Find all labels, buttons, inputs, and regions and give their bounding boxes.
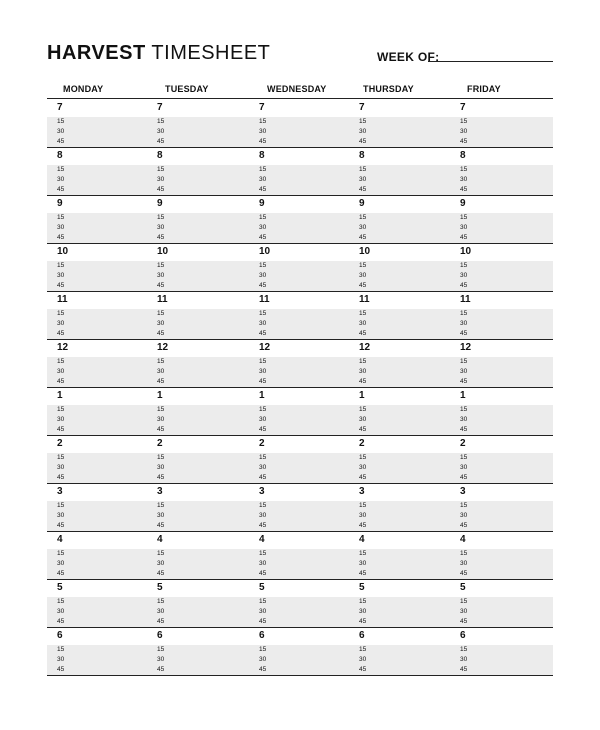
hour-label: 10 [157, 246, 169, 257]
quarter-label: 30 [157, 416, 165, 423]
quarter-label: 30 [259, 416, 267, 423]
quarter-label: 45 [460, 282, 468, 289]
quarter-label: 15 [57, 646, 65, 653]
quarter-label: 30 [460, 272, 468, 279]
quarter-label: 30 [460, 512, 468, 519]
hour-label: 1 [460, 390, 466, 401]
hour-row[interactable] [47, 531, 553, 550]
quarter-label: 30 [157, 560, 165, 567]
hour-row[interactable] [47, 579, 553, 598]
hour-label: 7 [157, 102, 163, 113]
quarter-label: 45 [157, 330, 165, 337]
hour-block [47, 387, 553, 435]
quarter-label: 45 [359, 618, 367, 625]
hour-label: 4 [359, 534, 365, 545]
quarter-label: 45 [57, 426, 65, 433]
quarter-label: 30 [359, 224, 367, 231]
quarter-label: 15 [259, 502, 267, 509]
quarter-label: 45 [460, 474, 468, 481]
quarter-label: 45 [157, 474, 165, 481]
quarter-label: 45 [57, 378, 65, 385]
quarter-label: 30 [460, 368, 468, 375]
quarter-label: 30 [259, 176, 267, 183]
hour-block [47, 339, 553, 387]
quarter-label: 15 [359, 406, 367, 413]
quarter-label: 15 [259, 310, 267, 317]
hour-label: 2 [359, 438, 365, 449]
quarter-label: 15 [259, 118, 267, 125]
hour-block [47, 531, 553, 579]
title-bold: HARVEST [47, 42, 146, 64]
quarter-label: 30 [157, 368, 165, 375]
quarter-label: 15 [157, 502, 165, 509]
hour-label: 10 [359, 246, 371, 257]
hour-block [47, 435, 553, 483]
quarter-label: 15 [359, 550, 367, 557]
hour-row[interactable] [47, 291, 553, 310]
hour-label: 2 [460, 438, 466, 449]
hour-row[interactable] [47, 339, 553, 358]
quarter-label: 45 [57, 282, 65, 289]
quarter-label: 30 [157, 128, 165, 135]
quarter-label: 15 [57, 550, 65, 557]
hour-label: 11 [157, 294, 168, 305]
quarter-label: 45 [359, 138, 367, 145]
hour-label: 2 [57, 438, 63, 449]
quarter-label: 45 [157, 570, 165, 577]
quarter-label: 45 [259, 570, 267, 577]
quarter-label: 15 [259, 454, 267, 461]
quarter-label: 45 [359, 426, 367, 433]
quarter-label: 30 [57, 416, 65, 423]
quarter-label: 30 [259, 128, 267, 135]
quarter-label: 15 [460, 118, 468, 125]
quarter-label: 30 [359, 416, 367, 423]
quarter-label: 30 [359, 512, 367, 519]
quarter-label: 30 [359, 464, 367, 471]
quarter-label: 15 [157, 406, 165, 413]
hour-label: 6 [460, 630, 466, 641]
quarter-label: 30 [460, 416, 468, 423]
hour-label: 5 [359, 582, 365, 593]
quarter-label: 45 [359, 282, 367, 289]
quarter-label: 15 [460, 646, 468, 653]
hour-label: 2 [157, 438, 163, 449]
quarter-label: 45 [57, 330, 65, 337]
quarter-label: 45 [57, 234, 65, 241]
quarter-label: 45 [157, 234, 165, 241]
quarter-label: 45 [359, 186, 367, 193]
quarter-label: 45 [259, 474, 267, 481]
quarter-label: 30 [157, 272, 165, 279]
quarter-label: 30 [57, 368, 65, 375]
quarter-label: 30 [57, 608, 65, 615]
day-header-row [47, 84, 553, 98]
quarter-label: 15 [359, 646, 367, 653]
hour-row[interactable] [47, 99, 553, 118]
hour-label: 4 [460, 534, 466, 545]
quarter-label: 30 [157, 464, 165, 471]
quarter-label: 45 [460, 234, 468, 241]
hour-label: 9 [359, 198, 365, 209]
quarter-label: 15 [359, 262, 367, 269]
quarter-label: 15 [157, 214, 165, 221]
quarter-label: 15 [460, 310, 468, 317]
hour-label: 10 [460, 246, 472, 257]
week-of-field[interactable] [428, 61, 553, 62]
hour-block [47, 195, 553, 243]
quarter-label: 45 [460, 138, 468, 145]
quarter-label: 45 [157, 426, 165, 433]
quarter-label: 30 [57, 320, 65, 327]
quarter-label: 45 [157, 666, 165, 673]
quarter-label: 15 [359, 214, 367, 221]
quarter-label: 30 [57, 512, 65, 519]
quarter-label: 15 [259, 406, 267, 413]
quarter-label: 30 [359, 320, 367, 327]
day-header-tuesday: TUESDAY [165, 84, 209, 94]
hour-label: 5 [57, 582, 63, 593]
hour-label: 12 [157, 342, 169, 353]
quarter-label: 45 [259, 666, 267, 673]
quarter-label: 15 [359, 310, 367, 317]
quarter-label: 30 [359, 128, 367, 135]
quarter-label: 45 [359, 666, 367, 673]
quarter-label: 45 [157, 522, 165, 529]
quarter-label: 15 [460, 166, 468, 173]
hour-label: 1 [259, 390, 265, 401]
quarter-label: 30 [359, 176, 367, 183]
hour-label: 11 [359, 294, 370, 305]
quarter-label: 45 [460, 330, 468, 337]
quarter-label: 15 [57, 310, 65, 317]
hour-row[interactable] [47, 627, 553, 646]
quarter-label: 30 [259, 608, 267, 615]
hour-label: 8 [157, 150, 163, 161]
quarter-label: 15 [259, 262, 267, 269]
hour-label: 2 [259, 438, 265, 449]
quarter-label: 45 [57, 186, 65, 193]
quarter-label: 15 [157, 166, 165, 173]
quarter-label: 15 [460, 406, 468, 413]
quarter-label: 30 [57, 464, 65, 471]
quarter-label: 45 [460, 570, 468, 577]
quarter-label: 30 [259, 272, 267, 279]
quarter-label: 45 [259, 378, 267, 385]
quarter-label: 15 [57, 214, 65, 221]
quarter-label: 45 [259, 522, 267, 529]
hour-label: 4 [259, 534, 265, 545]
quarter-label: 15 [157, 310, 165, 317]
hour-label: 7 [460, 102, 466, 113]
quarter-label: 30 [359, 656, 367, 663]
week-of-label: WEEK OF: [377, 50, 440, 64]
quarter-label: 45 [460, 186, 468, 193]
hour-block [47, 579, 553, 627]
quarter-label: 45 [57, 138, 65, 145]
quarter-label: 15 [359, 358, 367, 365]
day-header-wednesday: WEDNESDAY [267, 84, 327, 94]
quarter-label: 30 [359, 560, 367, 567]
quarter-label: 45 [157, 138, 165, 145]
quarter-label: 45 [259, 234, 267, 241]
quarter-label: 45 [57, 618, 65, 625]
hour-label: 12 [460, 342, 472, 353]
hour-block [47, 483, 553, 531]
quarter-label: 15 [57, 118, 65, 125]
hour-row[interactable] [47, 387, 553, 406]
quarter-label: 30 [57, 656, 65, 663]
hour-label: 11 [57, 294, 68, 305]
quarter-label: 45 [359, 330, 367, 337]
quarter-label: 30 [259, 224, 267, 231]
hour-row[interactable] [47, 243, 553, 262]
quarter-label: 45 [157, 378, 165, 385]
quarter-label: 15 [157, 358, 165, 365]
quarter-label: 30 [57, 224, 65, 231]
quarter-label: 45 [259, 330, 267, 337]
hour-label: 1 [359, 390, 365, 401]
hour-label: 6 [359, 630, 365, 641]
quarter-label: 45 [460, 426, 468, 433]
quarter-label: 15 [57, 454, 65, 461]
hour-row[interactable] [47, 483, 553, 502]
hour-label: 1 [57, 390, 63, 401]
quarter-label: 45 [57, 570, 65, 577]
quarter-label: 45 [157, 618, 165, 625]
hour-label: 3 [359, 486, 365, 497]
day-header-thursday: THURSDAY [363, 84, 414, 94]
hour-label: 8 [57, 150, 63, 161]
quarter-label: 15 [460, 502, 468, 509]
hour-label: 9 [460, 198, 466, 209]
quarter-label: 15 [460, 550, 468, 557]
quarter-label: 45 [359, 522, 367, 529]
quarter-label: 45 [259, 138, 267, 145]
quarter-label: 15 [157, 118, 165, 125]
quarter-label: 45 [259, 282, 267, 289]
quarter-label: 30 [259, 656, 267, 663]
quarter-label: 15 [57, 406, 65, 413]
hour-label: 12 [259, 342, 271, 353]
quarter-label: 45 [157, 186, 165, 193]
quarter-label: 15 [259, 550, 267, 557]
hour-label: 1 [157, 390, 163, 401]
hour-row[interactable] [47, 147, 553, 166]
timesheet-grid [47, 98, 553, 676]
hour-label: 3 [259, 486, 265, 497]
quarter-label: 30 [460, 560, 468, 567]
quarter-label: 30 [359, 272, 367, 279]
quarter-label: 15 [359, 118, 367, 125]
quarter-label: 45 [157, 282, 165, 289]
quarter-label: 30 [57, 176, 65, 183]
quarter-label: 30 [259, 512, 267, 519]
hour-label: 7 [57, 102, 63, 113]
quarter-label: 15 [460, 454, 468, 461]
quarter-label: 15 [57, 598, 65, 605]
quarter-label: 30 [157, 608, 165, 615]
hour-label: 8 [460, 150, 466, 161]
quarter-label: 45 [57, 474, 65, 481]
hour-label: 9 [57, 198, 63, 209]
hour-label: 5 [460, 582, 466, 593]
quarter-label: 15 [259, 598, 267, 605]
quarter-label: 15 [157, 646, 165, 653]
quarter-label: 45 [57, 522, 65, 529]
page-title [47, 42, 270, 65]
day-header-monday: MONDAY [63, 84, 104, 94]
quarter-label: 15 [359, 166, 367, 173]
quarter-label: 30 [259, 560, 267, 567]
quarter-label: 15 [57, 166, 65, 173]
quarter-label: 30 [157, 320, 165, 327]
quarter-label: 45 [359, 378, 367, 385]
day-header-friday: FRIDAY [467, 84, 501, 94]
quarter-label: 45 [359, 474, 367, 481]
quarter-label: 45 [359, 570, 367, 577]
hour-label: 4 [57, 534, 63, 545]
hour-block [47, 99, 553, 147]
hour-label: 9 [157, 198, 163, 209]
quarter-label: 15 [460, 262, 468, 269]
quarter-label: 15 [157, 598, 165, 605]
hour-label: 4 [157, 534, 163, 545]
quarter-label: 15 [460, 214, 468, 221]
hour-label: 3 [57, 486, 63, 497]
hour-label: 3 [157, 486, 163, 497]
quarter-label: 30 [157, 512, 165, 519]
quarter-label: 30 [157, 656, 165, 663]
hour-label: 5 [259, 582, 265, 593]
quarter-label: 15 [259, 214, 267, 221]
quarter-label: 30 [460, 464, 468, 471]
quarter-label: 15 [57, 502, 65, 509]
quarter-label: 30 [259, 320, 267, 327]
quarter-label: 45 [259, 186, 267, 193]
hour-block [47, 291, 553, 339]
quarter-label: 45 [460, 618, 468, 625]
quarter-label: 45 [57, 666, 65, 673]
quarter-label: 15 [259, 358, 267, 365]
quarter-label: 15 [57, 262, 65, 269]
hour-label: 5 [157, 582, 163, 593]
hour-label: 12 [359, 342, 371, 353]
quarter-label: 15 [460, 598, 468, 605]
hour-block [47, 627, 553, 675]
hour-block [47, 243, 553, 291]
hour-label: 6 [259, 630, 265, 641]
hour-row[interactable] [47, 195, 553, 214]
quarter-label: 45 [259, 618, 267, 625]
quarter-label: 15 [57, 358, 65, 365]
title-light: TIMESHEET [151, 42, 271, 64]
quarter-label: 30 [359, 608, 367, 615]
quarter-label: 30 [57, 560, 65, 567]
quarter-label: 30 [460, 224, 468, 231]
quarter-label: 30 [157, 224, 165, 231]
quarter-label: 15 [359, 454, 367, 461]
hour-label: 6 [157, 630, 163, 641]
hour-row[interactable] [47, 435, 553, 454]
hour-label: 11 [259, 294, 270, 305]
hour-label: 3 [460, 486, 466, 497]
quarter-label: 15 [460, 358, 468, 365]
quarter-label: 45 [259, 426, 267, 433]
quarter-label: 15 [359, 502, 367, 509]
quarter-label: 45 [460, 378, 468, 385]
hour-label: 11 [460, 294, 471, 305]
hour-label: 10 [259, 246, 271, 257]
quarter-label: 30 [259, 368, 267, 375]
hour-label: 9 [259, 198, 265, 209]
quarter-label: 30 [157, 176, 165, 183]
quarter-label: 45 [359, 234, 367, 241]
quarter-label: 30 [460, 656, 468, 663]
quarter-label: 15 [157, 550, 165, 557]
quarter-label: 30 [460, 608, 468, 615]
quarter-label: 30 [460, 128, 468, 135]
quarter-label: 45 [460, 666, 468, 673]
hour-label: 6 [57, 630, 63, 641]
quarter-label: 30 [359, 368, 367, 375]
quarter-label: 15 [259, 166, 267, 173]
hour-label: 8 [259, 150, 265, 161]
hour-label: 8 [359, 150, 365, 161]
quarter-label: 30 [259, 464, 267, 471]
quarter-label: 30 [57, 272, 65, 279]
quarter-label: 15 [359, 598, 367, 605]
quarter-label: 30 [460, 176, 468, 183]
hour-block [47, 147, 553, 195]
hour-label: 7 [259, 102, 265, 113]
hour-label: 12 [57, 342, 69, 353]
quarter-label: 15 [157, 262, 165, 269]
quarter-label: 15 [157, 454, 165, 461]
quarter-row[interactable] [47, 665, 553, 676]
quarter-label: 15 [259, 646, 267, 653]
hour-label: 7 [359, 102, 365, 113]
hour-label: 10 [57, 246, 69, 257]
quarter-label: 30 [57, 128, 65, 135]
quarter-label: 30 [460, 320, 468, 327]
quarter-label: 45 [460, 522, 468, 529]
